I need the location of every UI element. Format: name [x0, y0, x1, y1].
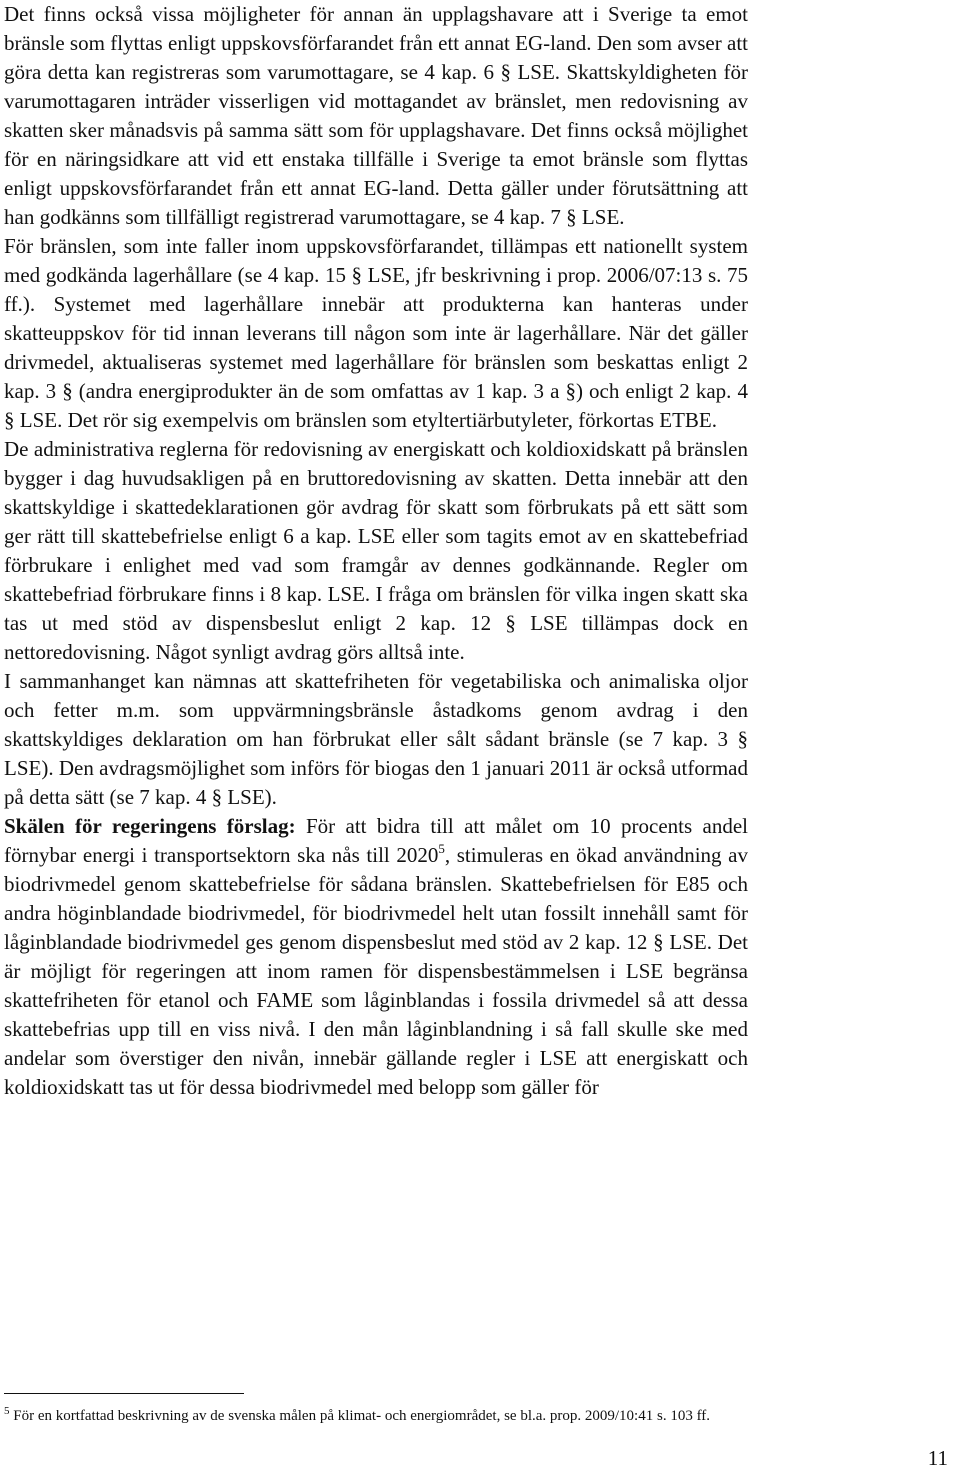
- page-number: 11: [927, 1446, 948, 1470]
- reasons-text-before: För att bidra till att målet om 10 procents andel förnybar energi i transportsektorn ska nås till 2020: [4, 814, 748, 867]
- footnote-text: För en kortfattad beskrivning av de svenska målen på klimat- och energiområdet, se bl.a. prop. 2009/10:41 s. 103 ff.: [9, 1408, 711, 1424]
- paragraph-skattefrihet: I sammanhanget kan nämnas att skattefriheten för vegetabiliska och animaliska oljor och fetter m.m. som uppvärmningsbränsle åstadkoms genom avdrag i den skattskyldiges deklaration om han förbrukat eller sålt sådant bränsle (se 7 kap. 3 § LSE). Den avdragsmöjlighet som införs för biogas den 1 januari 2011 är också utformad på detta sätt (se 7 kap. 4 § LSE).: [4, 669, 748, 809]
- footnote-separator: [4, 1393, 244, 1394]
- paragraph-redovisning: De administrativa reglerna för redovisning av energiskatt och koldioxidskatt på bränslen bygger i dag huvudsakligen på en bruttoredovisning av skatten. Detta innebär att den skattskyldige i skattedeklarationen gör avdrag för skatt som förbrukats på ett sätt som ger rätt till skattebefrielse enligt 6 a kap. LSE eller som tagits emot av en skattebefriad förbrukare i enlighet med vad som framgår av dennes godkännande. Regler om skattebefriad förbrukare finns i 8 kap. LSE. I fråga om bränslen för vilka ingen skatt ska tas ut med stöd av dispensbeslut enligt 2 kap. 12 § LSE tillämpas dock en nettoredovisning. Något synligt avdrag görs alltså inte.: [4, 437, 748, 664]
- footnote: [4, 1404, 764, 1428]
- footnote-marker: 5: [4, 1405, 10, 1417]
- reasons-text-after: , stimuleras en ökad användning av biodrivmedel genom skattebefrielse för sådana bränslen. Skattebefrielsen för E85 och andra höginblandade biodrivmedel, för biodrivmedel helt utan fossilt innehåll samt för låginblandade biodrivmedel ges genom dispensbeslut med stöd av 2 kap. 12 § LSE. Det är möjligt för regeringen att inom ramen för dispensbestämmelsen i LSE begränsa skattefriheten för etanol och FAME som låginblandas i fossila drivmedel så att dessa skattebefrias upp till en viss nivå. I den mån låginblandning i så fall skulle ske med andelar som överstiger den nivån, innebär gällande regler i LSE att energiskatt och koldioxidskatt tas ut för dessa biodrivmedel med belopp som gäller för: [4, 843, 748, 1099]
- document-body: [4, 0, 748, 1102]
- paragraph-varumottagare: Det finns också vissa möjligheter för annan än upplagshavare att i Sverige ta emot bränsle som flyttas enligt uppskovsförfarandet från ett annat EG-land. Den som avser att göra detta kan registreras som varumottagare, se 4 kap. 6 § LSE. Skattskyldigheten för varumottagaren inträder visserligen vid mottagandet av bränslet, men redovisning av skatten sker månadsvis på samma sätt som för upplagshavare. Det finns också möjlighet för en näringsidkare att vid ett enstaka tillfälle i Sverige ta emot bränsle som flyttas enligt uppskovsförfarandet från ett annat EG-land. Detta gäller under förutsättning att han godkänns som tillfälligt registrerad varumottagare, se 4 kap. 7 § LSE.: [4, 2, 748, 229]
- reasons-heading: Skälen för regeringens förslag:: [4, 814, 296, 838]
- paragraph-lagerhallare: För bränslen, som inte faller inom uppskovsförfarandet, tillämpas ett nationellt system med godkända lagerhållare (se 4 kap. 15 § LSE, jfr beskrivning i prop. 2006/07:13 s. 75 ff.). Systemet med lagerhållare innebär att produkterna kan hanteras under skatteuppskov för tid innan leverans till någon som inte är lagerhållare. När det gäller drivmedel, aktualiseras systemet med lagerhållare för bränslen som beskattas enligt 2 kap. 3 § (andra energiprodukter än de som omfattas av 1 kap. 3 a §) och enligt 2 kap. 4 § LSE. Det rör sig exempelvis om bränslen som etyltertiärbutyleter, förkortas ETBE.: [4, 234, 748, 432]
- footnote-reference: 5: [438, 841, 445, 856]
- paragraph-reasons: [4, 812, 748, 1102]
